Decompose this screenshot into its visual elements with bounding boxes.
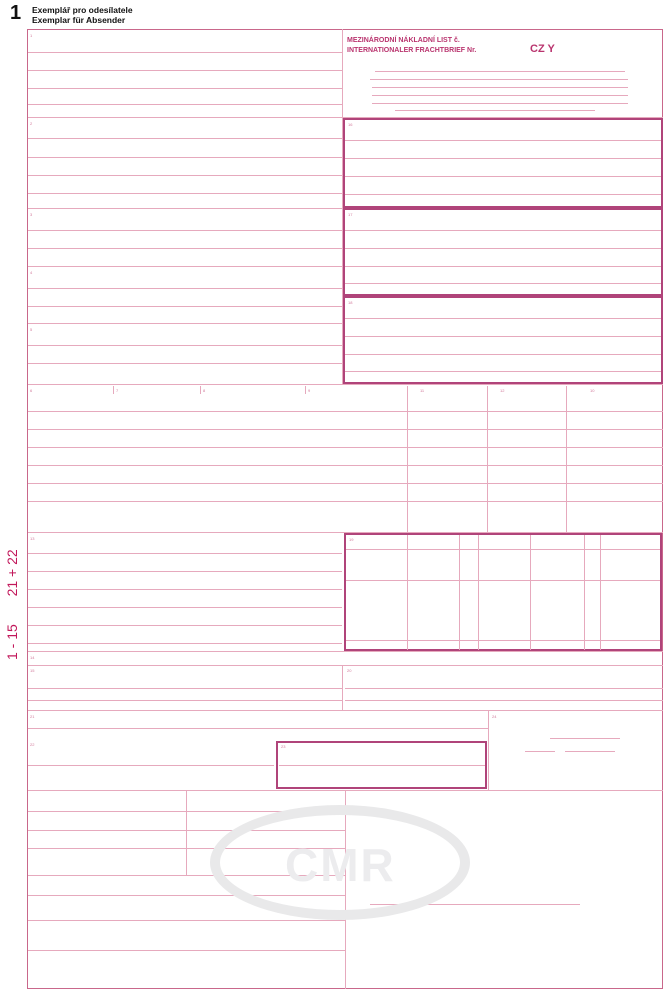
rule-line: [28, 651, 663, 652]
rule-line: [345, 140, 661, 141]
rule-line: [346, 580, 660, 581]
rule-line: [28, 175, 342, 176]
rule-line: [28, 306, 342, 307]
rule-line: [28, 323, 342, 324]
field-21-label: 21: [30, 714, 35, 719]
rule-line: [28, 138, 342, 139]
rule-line: [28, 88, 342, 89]
rule-line: [28, 920, 345, 921]
rule-line: [375, 71, 625, 72]
rule-line: [28, 447, 663, 448]
rule-line: [487, 386, 488, 532]
field-9-label: 9: [308, 388, 311, 393]
rule-line: [345, 266, 661, 267]
rule-line: [584, 535, 585, 650]
rule-line: [345, 283, 661, 284]
rule-line: [372, 95, 628, 96]
field-1-label: 1: [30, 33, 33, 38]
rule-line: [370, 79, 628, 80]
rule-line: [28, 688, 342, 689]
field-6-label: 6: [30, 388, 33, 393]
copy-number: 1: [10, 2, 22, 24]
rule-line: [395, 110, 595, 111]
rule-line: [372, 103, 628, 104]
rule-line: [28, 665, 663, 666]
field-12-label: 12: [500, 388, 505, 393]
rule-line: [345, 318, 661, 319]
field-18-label: 18: [348, 300, 353, 305]
rule-line: [525, 751, 555, 752]
rule-line: [345, 371, 661, 372]
rule-line: [28, 571, 342, 572]
field-3-label: 3: [30, 212, 33, 217]
field-5-label: 5: [30, 327, 33, 332]
rule-line: [305, 386, 306, 394]
rule-line: [28, 950, 345, 951]
rule-line: [28, 765, 274, 766]
field-11-label: 11: [420, 388, 425, 393]
rule-line: [28, 625, 342, 626]
rule-line: [459, 535, 460, 650]
rule-line: [28, 501, 663, 502]
field-14-label: 14: [30, 655, 35, 660]
rule-line: [28, 728, 488, 729]
rule-line: [186, 790, 187, 875]
rule-line: [279, 765, 485, 766]
rule-line: [28, 700, 342, 701]
rule-line: [28, 384, 663, 385]
rule-line: [345, 194, 661, 195]
field-17-label: 17: [348, 212, 353, 217]
field-13-label: 13: [30, 536, 35, 541]
field-20-label: 20: [347, 668, 352, 673]
rule-line: [342, 665, 343, 710]
rule-line: [346, 549, 660, 550]
rule-line: [478, 535, 479, 650]
rule-line: [113, 386, 114, 394]
rule-line: [407, 535, 408, 650]
field-2-label: 2: [30, 121, 33, 126]
rule-line: [600, 535, 601, 650]
rule-line: [345, 176, 661, 177]
rule-line: [28, 553, 342, 554]
rule-line: [28, 411, 663, 412]
field-7-label: 7: [116, 388, 119, 393]
rule-line: [342, 29, 343, 117]
rule-line: [28, 248, 342, 249]
field-10-label: 10: [590, 388, 595, 393]
rule-line: [345, 230, 661, 231]
rule-line: [28, 710, 663, 711]
rule-line: [530, 535, 531, 650]
rule: [28, 52, 342, 53]
rule-line: [372, 87, 628, 88]
field-8-label: 8: [203, 388, 206, 393]
title-de: INTERNATIONALER FRACHTBRIEF Nr.: [347, 47, 477, 54]
rule-line: [407, 386, 408, 532]
rule-line: [345, 354, 661, 355]
rule-line: [28, 363, 342, 364]
field-22-label: 22: [30, 742, 35, 747]
rule-line: [28, 483, 663, 484]
rule-line: [345, 700, 663, 701]
rule-line: [28, 157, 342, 158]
side-range-1: 1 - 15: [4, 624, 20, 660]
rule-line: [200, 386, 201, 394]
rule-line: [28, 429, 663, 430]
rule-line: [28, 230, 342, 231]
rule-line: [28, 345, 342, 346]
field-19-table: [344, 533, 662, 651]
rule-line: [345, 158, 661, 159]
rule-line: [28, 266, 342, 267]
field-24-label: 24: [492, 714, 497, 719]
cmr-watermark: CMR: [285, 839, 396, 891]
rule-line: [28, 589, 342, 590]
title-cz: MEZINÁRODNÍ NÁKLADNÍ LIST č.: [347, 37, 460, 44]
field-23-label: 23: [281, 744, 286, 749]
copy-label-de: Exemplar für Absender: [32, 15, 126, 25]
consignment-code: CZ Y: [530, 43, 555, 55]
field-15-label: 15: [30, 668, 35, 673]
rule-line: [346, 640, 660, 641]
field-4-label: 4: [30, 270, 33, 275]
rule-line: [28, 104, 342, 105]
field-16-label: 16: [348, 122, 353, 127]
rule-line: [28, 70, 342, 71]
side-range-2: 21 + 22: [4, 549, 20, 597]
rule-line: [345, 336, 661, 337]
side-range-label: [4, 549, 20, 660]
rule-line: [345, 688, 663, 689]
rule-line: [566, 386, 567, 532]
rule-line: [28, 208, 342, 209]
rule-line: [28, 465, 663, 466]
field-19-label: 19: [349, 537, 354, 542]
rule-line: [550, 738, 620, 739]
rule-line: [28, 193, 342, 194]
copy-label-cz: Exemplář pro odesílatele: [32, 5, 133, 15]
rule-line: [28, 288, 342, 289]
rule-line: [565, 751, 615, 752]
rule-line: [28, 607, 342, 608]
rule-line: [28, 643, 342, 644]
rule-line: [488, 710, 489, 790]
rule-line: [345, 248, 661, 249]
